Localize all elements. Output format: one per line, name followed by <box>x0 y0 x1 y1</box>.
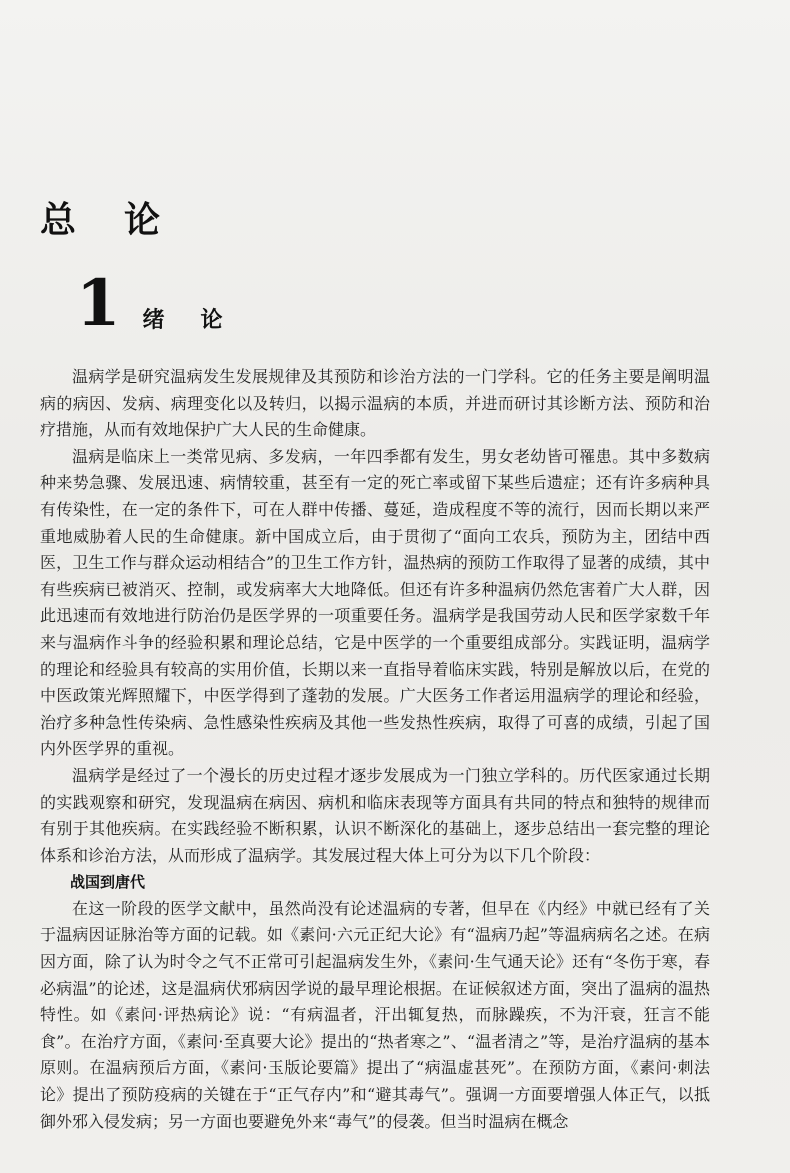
chapter-title: 绪论 <box>142 308 259 333</box>
section-heading: 战国到唐代 <box>70 873 146 892</box>
paragraph: 温病学是经过了一个漫长的历史过程才逐步发展成为一门独立学科的。历代医家通过长期的实践观察和研究，发现温病在病因、病机和临床表现等方面具有共同的特点和独特的规律而有别于其他疾病。在实践经验不断积累，认识不断深化的基础上，逐步总结出一套完整的理论体系和诊治方法，从而形成了温病学。其发展过程大体上可分为以下几个阶段： <box>40 765 710 865</box>
chapter-number: 1 <box>76 266 121 341</box>
body-text <box>40 364 710 1135</box>
paragraph: 在这一阶段的医学文献中，虽然尚没有论述温病的专著，但早在《内经》中就已经有了关于温病因证脉治等方面的记载。如《素问·六元正纪大论》有“温病乃起”等温病病名之述。在病因方面，除了认为时令之气不正常可引起温病发生外，《素问·生气通天论》还有“冬伤于寒，春必病温”的论述，这是温病伏邪病因学说的最早理论根据。在证候叙述方面，突出了温病的温热特性。如《素问·评热病论》说：“有病温者，汗出辄复热，而脉躁疾，不为汗衰，狂言不能食”。在治疗方面，《素问·至真要大论》提出的“热者寒之”、“温者清之”等，是治疗温病的基本原则。在温病预后方面，《素问·玉版论要篇》提出了“病温虚甚死”。在预防方面，《素问·刺法论》提出了预防疫病的关键在于“正气存内”和“避其毒气”。强调一方面要增强人体正气，以抵御外邪入侵发病；另一方面也要避免外来“毒气”的侵袭。但当时温病在概念 <box>40 898 710 1131</box>
chapter-header <box>76 266 259 341</box>
part-title: 总论 <box>40 200 209 241</box>
paragraph: 温病学是研究温病发生发展规律及其预防和诊治方法的一门学科。它的任务主要是阐明温病的病因、发病、病理变化以及转归，以揭示温病的本质，并进而研讨其诊断方法、预防和治疗措施，从而有效地保护广大人民的生命健康。 <box>40 367 710 440</box>
paragraph: 温病是临床上一类常见病、多发病，一年四季都有发生，男女老幼皆可罹患。其中多数病种来势急骤、发展迅速、病情较重，甚至有一定的死亡率或留下某些后遗症；还有许多病种具有传染性，在一定的条件下，可在人群中传播、蔓延，造成程度不等的流行，因而长期以来严重地威胁着人民的生命健康。新中国成立后，由于贯彻了“面向工农兵，预防为主，团结中西医，卫生工作与群众运动相结合”的卫生工作方针，温热病的预防工作取得了显著的成绩，其中有些疾病已被消灭、控制，或发病率大大地降低。但还有许多种温病仍然危害着广大人群，因此迅速而有效地进行防治仍是医学界的一项重要任务。温病学是我国劳动人民和医学家数千年来与温病作斗争的经验积累和理论总结，它是中医学的一个重要组成部分。实践证明，温病学的理论和经验具有较高的实用价值，长期以来一直指导着临床实践，特别是解放以后，在党的中医政策光辉照耀下，中医学得到了蓬勃的发展。广大医务工作者运用温病学的理论和经验，治疗多种急性传染病、急性感染性疾病及其他一些发热性疾病，取得了可喜的成绩，引起了国内外医学界的重视。 <box>40 446 710 759</box>
